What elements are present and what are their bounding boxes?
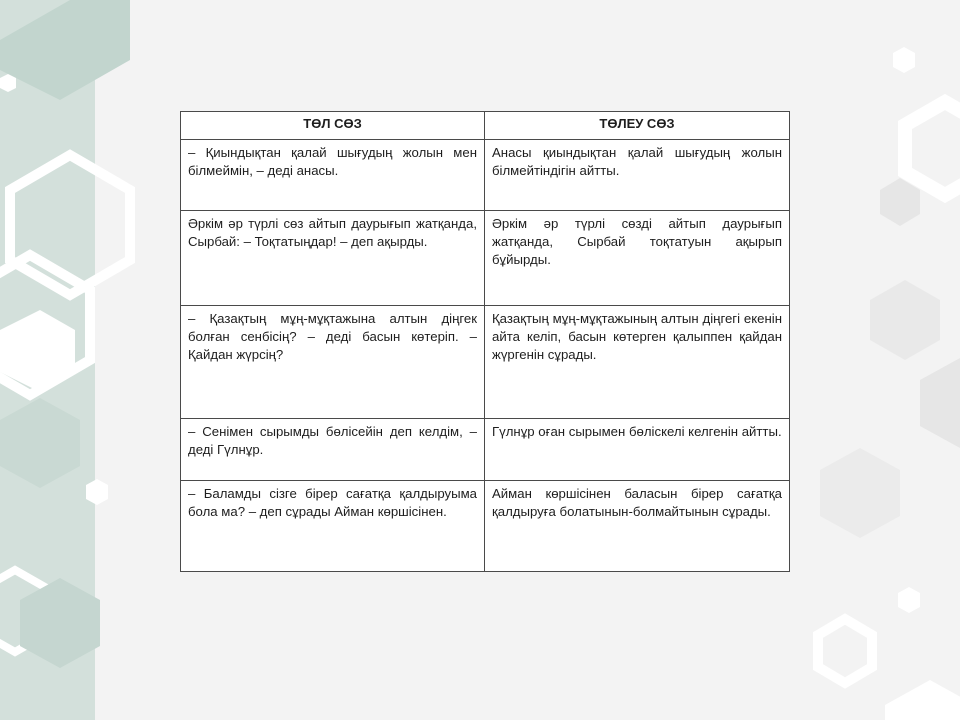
header-indirect-speech: ТӨЛЕУ СӨЗ [485,112,790,140]
header-direct-speech: ТӨЛ СӨЗ [181,112,485,140]
indirect-speech-cell: Гүлнұр оған сырымен бөліскелі келгенін айтты. [485,419,790,481]
indirect-speech-cell: Қазақтың мұң-мұқтажының алтын діңгегі екенін айта келіп, басын көтерген қалыппен қайдан жүргенін сұрады. [485,306,790,419]
table-row [181,306,790,419]
table-row [181,211,790,306]
table-row [181,419,790,481]
right-hex-outline-1 [905,102,960,195]
table-row [181,481,790,572]
direct-speech-cell: – Сенімен сырымды бөлісейін деп келдім, – деді Гүлнұр. [181,419,485,481]
direct-speech-cell: – Баламды сізге бірер сағатқа қалдыруыма бола ма? – деп сұрады Айман көршісінен. [181,481,485,572]
direct-speech-cell: Әркім әр түрлі сөз айтып даурығып жатқанда, Сырбай: – Тоқтатыңдар! – деп ақырды. [181,211,485,306]
table-header-row [181,112,790,140]
indirect-speech-cell: Әркім әр түрлі сөзді айтып даурығып жатқанда, Сырбай тоқтатуын ақырып бұйырды. [485,211,790,306]
right-hex-white-bottom [885,680,960,720]
direct-speech-cell: – Қиындықтан қалай шығудың жолын мен білмеймін, – деді анасы. [181,140,485,211]
right-small-white-hex-2 [898,587,920,613]
right-hex-gray-3 [920,358,960,448]
right-small-white-hex-1 [893,47,915,73]
direct-indirect-speech-table [180,111,790,572]
direct-speech-cell: – Қазақтың мұң-мұқтажына алтын діңгек болған сенбісің? – деді басын көтеріп. – Қайдан жүрсің? [181,306,485,419]
indirect-speech-cell: Айман көршісінен баласын бірер сағатқа қалдыруға болатынын-болмайтынын сұрады. [485,481,790,572]
right-hex-outline-2 [818,619,872,683]
indirect-speech-cell: Анасы қиындықтан қалай шығудың жолын білмейтіндігін айтты. [485,140,790,211]
right-hex-gray-2 [870,280,940,360]
right-hex-gray-4 [820,448,900,538]
table-row [181,140,790,211]
